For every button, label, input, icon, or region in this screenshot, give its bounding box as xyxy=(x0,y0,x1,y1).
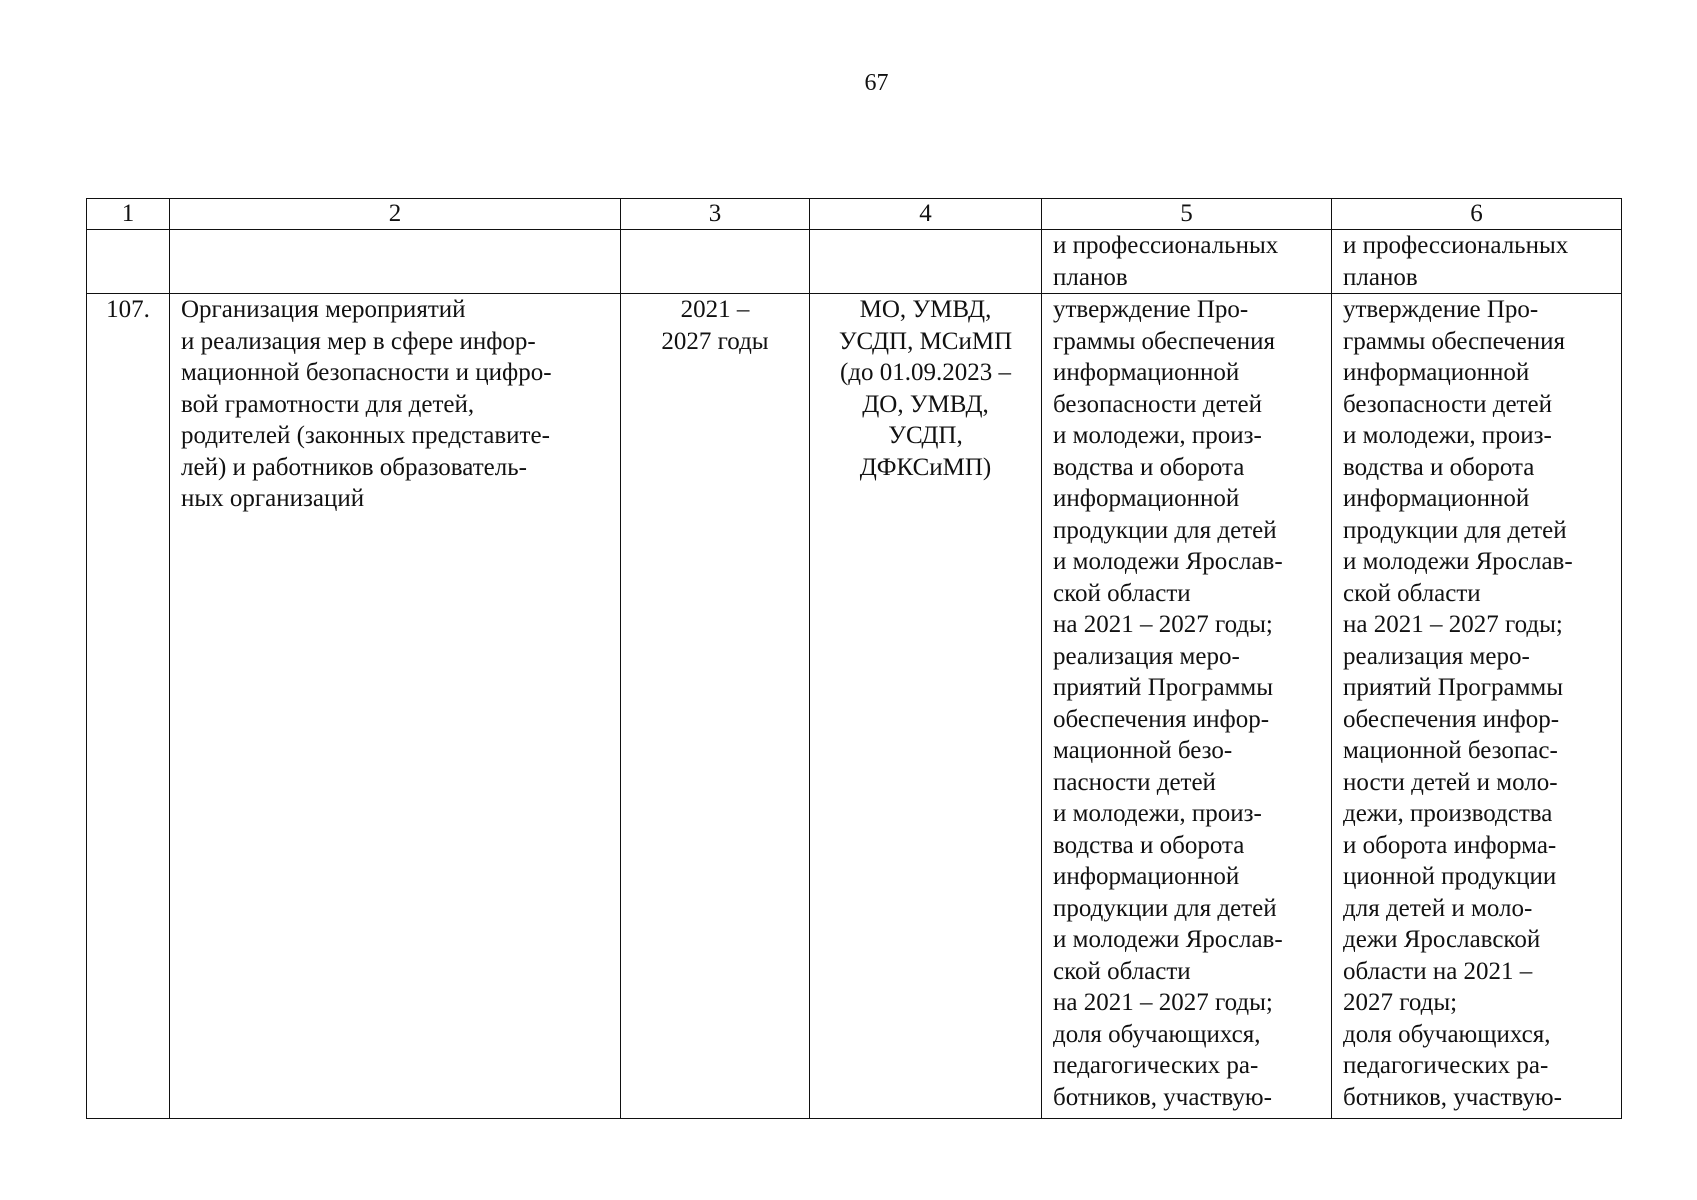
header-col-3: 3 xyxy=(621,199,810,230)
continued-cell-1 xyxy=(87,230,170,294)
table-header-row xyxy=(87,199,1622,230)
header-col-2: 2 xyxy=(170,199,621,230)
row-number-text: 107. xyxy=(106,296,150,323)
period-text: 2021 – 2027 годы xyxy=(661,296,769,355)
header-col-5: 5 xyxy=(1042,199,1332,230)
continued-cell-2 xyxy=(170,230,621,294)
continued-cell-6 xyxy=(1332,230,1622,294)
continued-cell-3 xyxy=(621,230,810,294)
result-text: утверждение Про- граммы обеспечения информационной безопасности детей и молодежи, произ- водства и оборота информационной продукции для детей и молодежи Ярослав- ской области на 2021 – 2027 годы; реализация меро- приятий Программы обеспечения инфор- мационной безо- пасности детей и молодежи, произ- водства и оборота информационной продукции для детей и молодежи Ярослав- ской области на 2021 – 2027 годы; доля обучающихся, педагогических ра- ботников, участвую- xyxy=(1053,296,1283,1111)
indicator-text: утверждение Про- граммы обеспечения информационной безопасности детей и молодежи, произ- водства и оборота информационной продукции для детей и молодежи Ярослав- ской области на 2021 – 2027 годы; реализация меро- приятий Программы обеспечения инфор- мационной безопас- ности детей и моло- дежи, производства и оборота информа- ционной продукции для детей и моло- дежи Ярославской области на 2021 – 2027 годы; доля обучающихся, педагогических ра- ботников, участвую- xyxy=(1343,296,1573,1111)
measure-title: Организация мероприятий и реализация мер в сфере инфор- мационной безопасности и цифро- вой грамотности для детей, родителей (законных представите- лей) и работников образователь- ных организаций xyxy=(181,296,552,512)
header-col-6: 6 xyxy=(1332,199,1622,230)
header-col-1: 1 xyxy=(87,199,170,230)
executors-text: МО, УМВД, УСДП, МСиМП (до 01.09.2023 – ДО, УМВД, УСДП, ДФКСиМП) xyxy=(838,296,1013,481)
continued-cell-5 xyxy=(1042,230,1332,294)
table-row-continued xyxy=(87,230,1622,294)
row-number xyxy=(87,294,170,1119)
header-col-4: 4 xyxy=(810,199,1042,230)
period-cell xyxy=(621,294,810,1119)
continued-indicator-text: и профессиональных планов xyxy=(1343,232,1569,291)
indicator-cell xyxy=(1332,294,1622,1119)
executors-cell xyxy=(810,294,1042,1119)
continued-cell-4 xyxy=(810,230,1042,294)
plan-table xyxy=(86,198,1622,1119)
measure-cell xyxy=(170,294,621,1119)
table-row-107 xyxy=(87,294,1622,1119)
result-cell xyxy=(1042,294,1332,1119)
page-number: 67 xyxy=(864,70,889,96)
continued-result-text: и профессиональных планов xyxy=(1053,232,1279,291)
